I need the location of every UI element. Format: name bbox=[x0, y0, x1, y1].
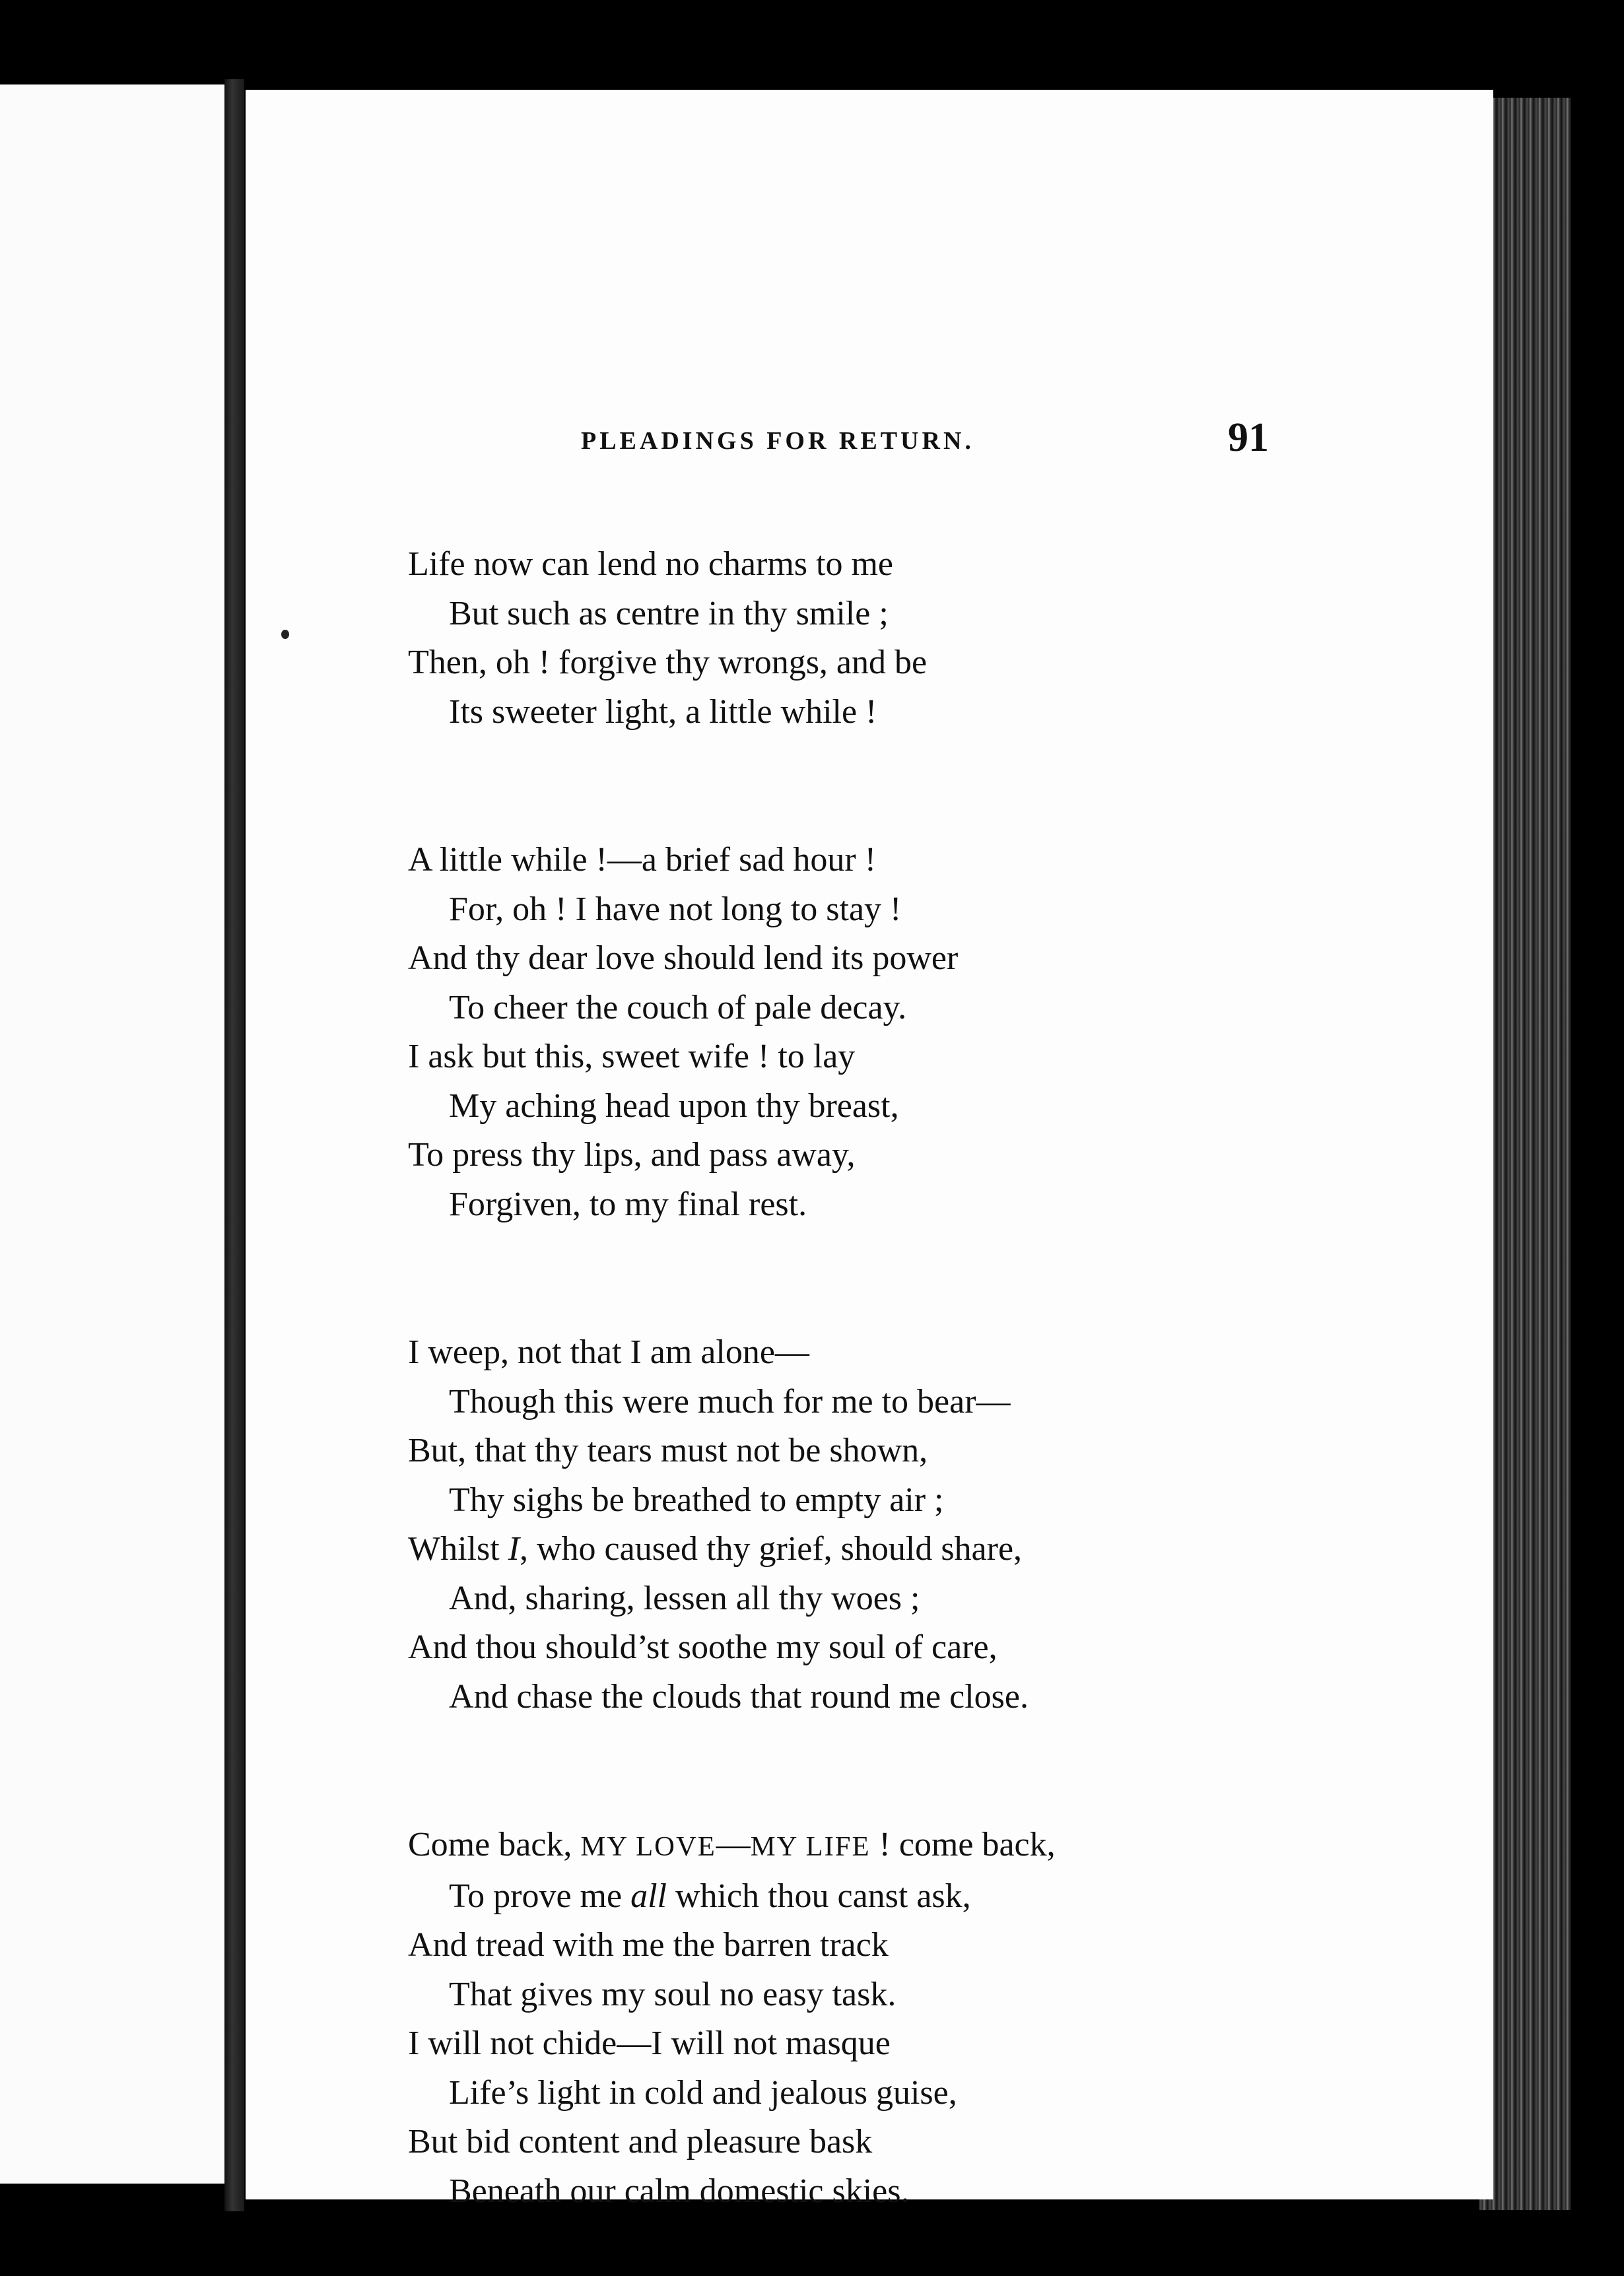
poem-line: And, sharing, lessen all thy woes ; bbox=[449, 1579, 920, 1617]
poem-line: I ask but this, sweet wife ! to lay bbox=[408, 1038, 856, 1075]
poem-line: To prove me all which thou canst ask, bbox=[449, 1877, 971, 1915]
poem-line: Then, oh ! forgive thy wrongs, and be bbox=[408, 644, 928, 681]
book-page bbox=[246, 90, 1493, 2210]
poem-line: Beneath our calm domestic skies. bbox=[449, 2172, 910, 2210]
running-head: PLEADINGS FOR RETURN. bbox=[581, 427, 974, 455]
poem-line: But such as centre in thy smile ; bbox=[449, 594, 889, 632]
stanza bbox=[408, 540, 1398, 737]
stanza bbox=[408, 1328, 1398, 1722]
book-gutter bbox=[224, 79, 244, 2211]
poem-line: My aching head upon thy breast, bbox=[449, 1087, 899, 1125]
page-header bbox=[246, 415, 1493, 473]
poem-line: A little while !—a brief sad hour ! bbox=[408, 841, 877, 879]
poem-line: For, oh ! I have not long to stay ! bbox=[449, 890, 902, 928]
page-number: 91 bbox=[1228, 415, 1269, 460]
poem-line: Whilst I, who caused thy grief, should share, bbox=[408, 1530, 1023, 1568]
poem-line: Thy sighs be breathed to empty air ; bbox=[449, 1481, 944, 1519]
stanza bbox=[408, 1821, 1398, 2216]
stanza bbox=[408, 836, 1398, 1229]
poem-line: Life’s light in cold and jealous guise, bbox=[449, 2073, 957, 2112]
poem-line: And thy dear love should lend its power bbox=[408, 939, 959, 977]
poem-line: I will not chide—I will not masque bbox=[408, 2025, 891, 2062]
poem-line: But bid content and pleasure bask bbox=[408, 2123, 873, 2160]
poem-line: Come back, MY LOVE—MY LIFE ! come back, bbox=[408, 1826, 1056, 1863]
poem-body bbox=[408, 540, 1398, 2216]
poem-line: And thou should’st soothe my soul of care, bbox=[408, 1628, 998, 1666]
poem-line: To press thy lips, and pass away, bbox=[408, 1136, 856, 1174]
poem-line: Life now can lend no charms to me bbox=[408, 545, 893, 583]
poem-line: To cheer the couch of pale decay. bbox=[449, 988, 907, 1026]
poem-line: Its sweeter light, a little while ! bbox=[449, 692, 877, 731]
poem-line: And chase the clouds that round me close. bbox=[449, 1677, 1029, 1716]
poem-line: Forgiven, to my final rest. bbox=[449, 1185, 807, 1223]
poem-line: And tread with me the barren track bbox=[408, 1926, 889, 1964]
poem-line: I weep, not that I am alone— bbox=[408, 1333, 809, 1371]
poem-line: Though this were much for me to bear— bbox=[449, 1382, 1011, 1421]
facing-page-edge bbox=[0, 84, 224, 2184]
poem-line: That gives my soul no easy task. bbox=[449, 1975, 897, 2013]
poem-line: But, that thy tears must not be shown, bbox=[408, 1432, 928, 1469]
ink-speck bbox=[281, 630, 289, 639]
